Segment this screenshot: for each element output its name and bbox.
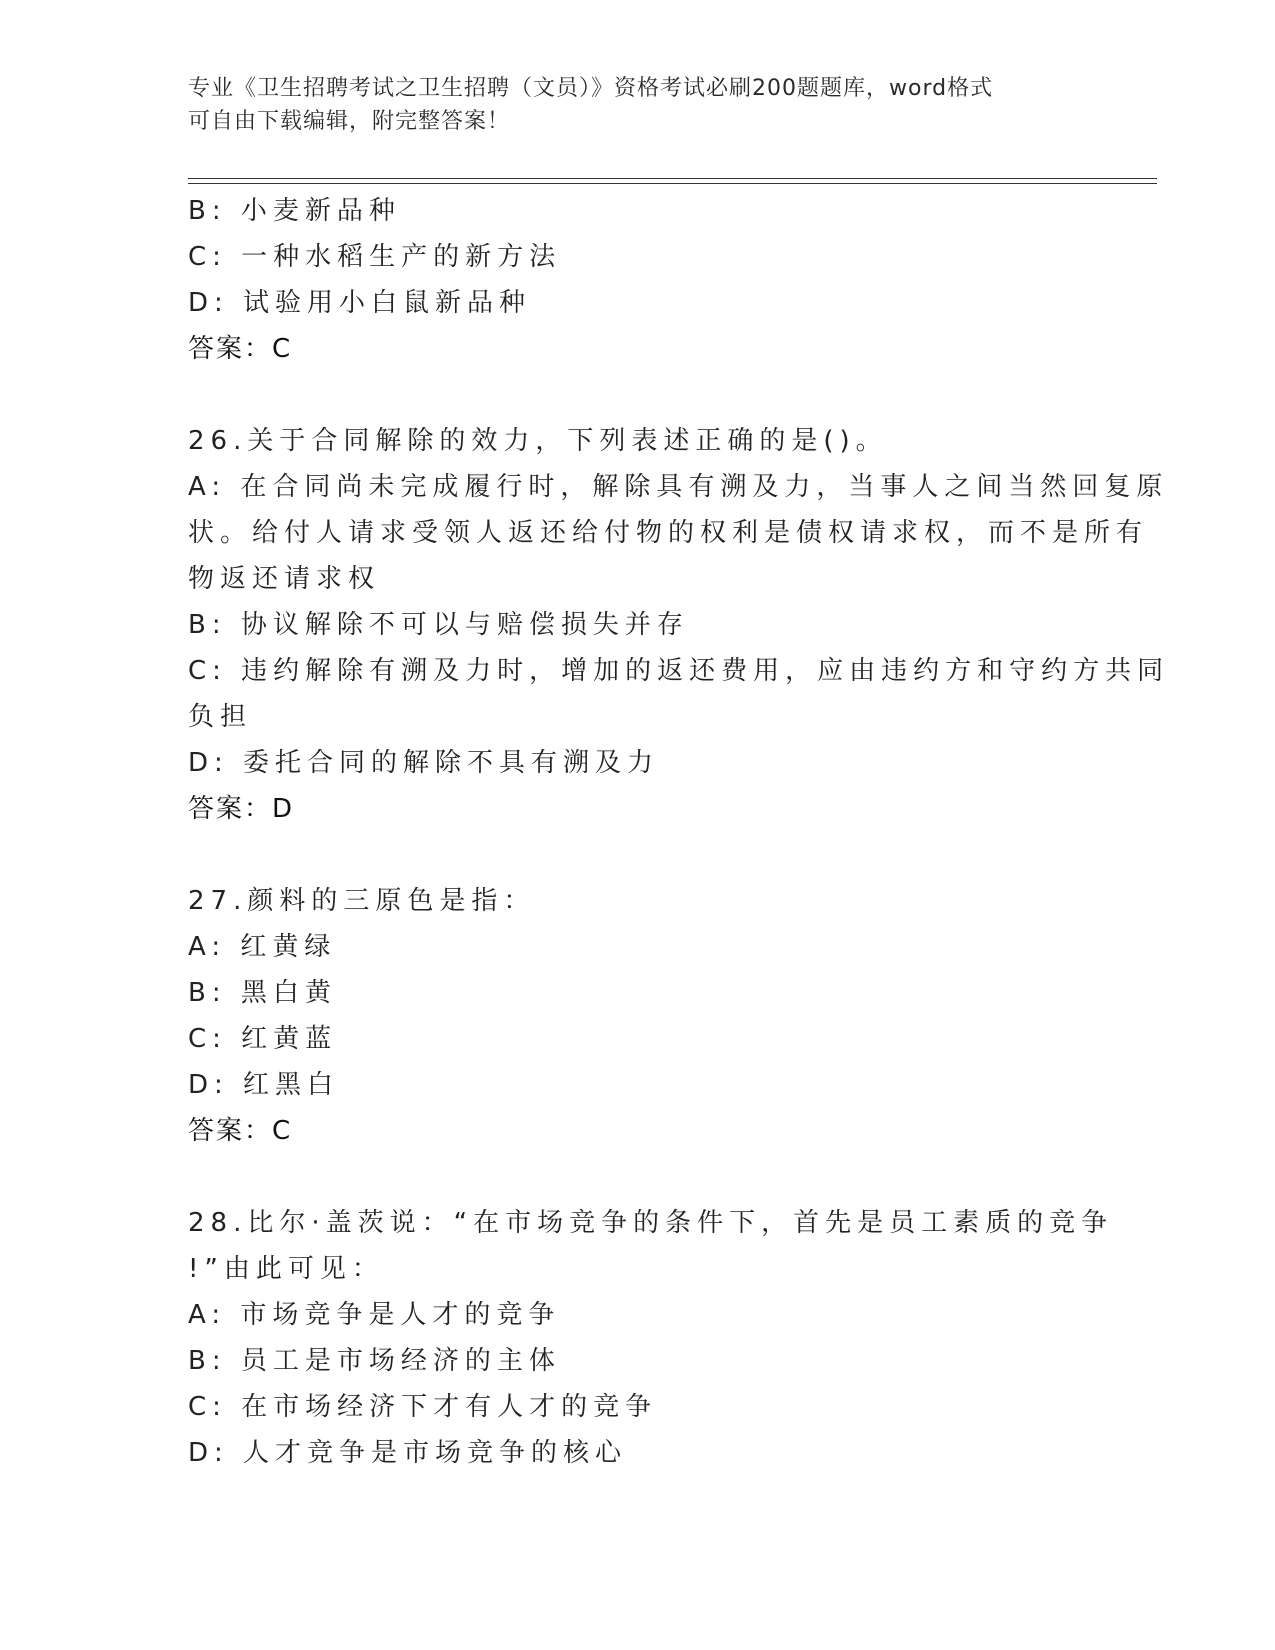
spacer	[188, 832, 1088, 878]
option-b: B: 黑白黄	[188, 978, 337, 1008]
answer-line: 答案：C	[188, 334, 293, 364]
option-d: D: 红黑白	[188, 1070, 340, 1100]
option-a-line-1: A: 在合同尚未完成履行时，解除具有溯及力，当事人之间当然回复原	[188, 472, 1169, 502]
option-b: B: 员工是市场经济的主体	[188, 1346, 561, 1376]
option-a-line-2: 状。给付人请求受领人返还给付物的权利是债权请求权，而不是所有	[188, 518, 1149, 548]
option-d: D: 试验用小白鼠新品种	[188, 288, 532, 318]
header-line-1: 专业《卫生招聘考试之卫生招聘（文员）》资格考试必刷200题题库，word格式	[188, 76, 994, 101]
question-27	[188, 878, 1088, 1154]
question-list	[188, 188, 1170, 1476]
answer-line: 答案：D	[188, 794, 295, 824]
answer-line: 答案：C	[188, 1116, 293, 1146]
option-a-line-3: 物返还请求权	[188, 564, 381, 594]
question-28	[188, 1200, 1114, 1476]
question-text-line-1: 28.比尔·盖茨说：“在市场竞争的条件下，首先是员工素质的竞争	[188, 1208, 1114, 1238]
option-c-line-1: C: 违约解除有溯及力时，增加的返还费用，应由违约方和守约方共同	[188, 656, 1170, 686]
question-25-tail	[188, 188, 1088, 372]
option-c: C: 红黄蓝	[188, 1024, 338, 1054]
question-text: 27.颜料的三原色是指：	[188, 886, 536, 916]
option-d: D: 委托合同的解除不具有溯及力	[188, 748, 660, 778]
option-d: D: 人才竞争是市场竞争的核心	[188, 1438, 628, 1468]
header-line-2: 可自由下载编辑，附完整答案！	[188, 109, 511, 134]
option-a: A: 红黄绿	[188, 932, 337, 962]
spacer	[188, 372, 1088, 418]
option-a: A: 市场竞争是人才的竞争	[188, 1300, 561, 1330]
spacer	[188, 1154, 1088, 1200]
option-b: B: 小麦新品种	[188, 196, 401, 226]
question-text: 26.关于合同解除的效力，下列表述正确的是()。	[188, 426, 888, 456]
question-text-line-2: !”由此可见：	[188, 1254, 384, 1284]
question-26	[188, 418, 1170, 832]
option-c: C: 在市场经济下才有人才的竞争	[188, 1392, 658, 1422]
header-divider-bottom	[188, 183, 1157, 184]
header-divider-top	[188, 178, 1157, 179]
option-b: B: 协议解除不可以与赔偿损失并存	[188, 610, 689, 640]
option-c-line-2: 负担	[188, 702, 253, 732]
option-c: C: 一种水稻生产的新方法	[188, 242, 562, 272]
document-header	[188, 72, 1088, 138]
